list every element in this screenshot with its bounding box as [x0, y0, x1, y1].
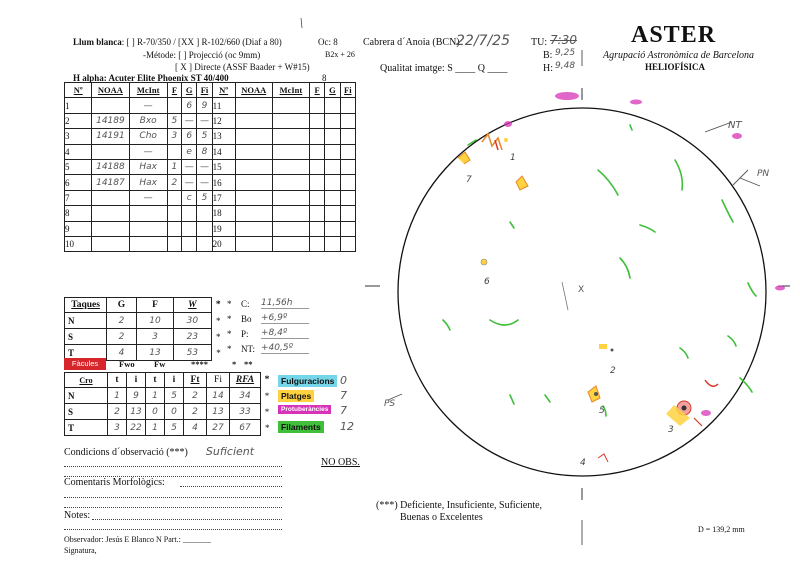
h-value: 9,48	[555, 61, 576, 71]
cro-cell: 5	[165, 388, 184, 404]
group-cell-fi: —	[197, 113, 212, 128]
group-cell-mc: Cho	[129, 129, 167, 144]
cro-cell: 1	[108, 388, 127, 404]
side-label: Bo	[241, 314, 252, 324]
pn-label: PN	[757, 169, 770, 179]
side-value: +6,9º	[261, 313, 309, 324]
observador-line: Observador: Jesús E Blanco N Part.: _______	[64, 535, 211, 544]
taques-table: Taques G F W * N 2 10 30 * S 2 3 23 * T 4 13 53 *	[64, 297, 226, 361]
taques-cell-k: T	[65, 345, 107, 361]
group-cell-g: —	[182, 113, 197, 128]
side-star: *	[227, 314, 232, 324]
group-label-1: 1	[510, 153, 516, 163]
date-handwritten: 22/7/25	[456, 33, 510, 49]
no-obs: NO OBS.	[321, 457, 360, 468]
cro-cell: 13	[207, 404, 230, 420]
legend-label: Fulguracions	[278, 375, 337, 387]
llum-options: : [ ] R-70/350 / [XX ] R-102/660 (Diaf a 80)	[121, 37, 282, 47]
group-cell-n2: 15	[212, 159, 235, 174]
cro-cell: 1	[146, 420, 165, 436]
cro-star: *	[265, 422, 270, 433]
b-label: B:	[543, 50, 553, 61]
cro-cell: 33	[230, 404, 261, 420]
taques-cell-w: 23	[174, 329, 211, 345]
filament-8	[748, 283, 756, 296]
ps-label: PS	[384, 399, 396, 409]
group-cell-n: 3	[65, 129, 92, 144]
group-cell-g: 6	[182, 129, 197, 144]
col-f: F	[167, 83, 181, 98]
group-cell-fi: 5	[197, 190, 212, 205]
col-f2: F	[310, 83, 325, 98]
legend-value: 7	[340, 389, 347, 403]
cro-cell-key: T	[65, 420, 108, 436]
group-cell-n: 10	[65, 236, 92, 251]
col-fi2: Fi	[340, 83, 355, 98]
group-cell-f: 3	[167, 129, 181, 144]
tu-value: 7:30	[550, 33, 577, 47]
condicions-value: Suficient	[205, 445, 255, 458]
cro-cell-key: S	[65, 404, 108, 420]
group-cell-n2: 17	[212, 190, 235, 205]
cro-cell: 9	[127, 388, 146, 404]
col-fi: Fi	[197, 83, 212, 98]
oc2-value: 8	[322, 73, 327, 83]
group-cell-noaa: 14188	[92, 159, 129, 174]
active-regions	[458, 134, 718, 462]
group-cell-n: 5	[65, 159, 92, 174]
halpha-line: H alpha: Acuter Elite Phoenix ST 40/400	[73, 73, 229, 83]
group-cell-f: 2	[167, 175, 181, 190]
filament-15	[740, 378, 752, 392]
condicions-line: Condicions d´observació (***) Suficient	[64, 445, 255, 458]
group-cell-n2: 19	[212, 221, 235, 236]
fwo-label: Fwo	[119, 359, 135, 369]
group-cell-n: 2	[65, 113, 92, 128]
legend-value: 0	[340, 374, 347, 387]
diameter-label: D = 139,2 mm	[698, 525, 745, 534]
cro-cell: 1	[146, 388, 165, 404]
region-7	[666, 380, 718, 426]
region-6	[588, 386, 600, 402]
taques-star: *	[216, 315, 221, 326]
h-label: H:	[543, 63, 553, 74]
protuberances	[504, 92, 785, 416]
group-cell-fi: 9	[197, 98, 212, 113]
group-cell-g: —	[182, 159, 197, 174]
group-cell-n2: 11	[212, 98, 235, 113]
group-cell-noaa: 14187	[92, 175, 129, 190]
heliofisica: HELIOFÍSICA	[645, 62, 706, 72]
prot-5	[701, 410, 711, 416]
group-label-3: 3	[668, 425, 674, 435]
group-cell-n2: 16	[212, 175, 235, 190]
group-cell-g: —	[182, 175, 197, 190]
location: Cabrera d´Anoia (BCN):	[363, 37, 463, 48]
col-g: G	[182, 83, 197, 98]
cro-cell: 27	[207, 420, 230, 436]
tick-paper	[301, 18, 302, 28]
group-cell-n2: 20	[212, 236, 235, 251]
cro-cell: 2	[108, 404, 127, 420]
prot-1	[555, 92, 579, 100]
group-label-4: 4	[580, 458, 586, 468]
center-mark: X	[578, 285, 585, 295]
cro-cell: 0	[146, 404, 165, 420]
side-star: *	[227, 344, 232, 354]
cro-cell: 34	[230, 388, 261, 404]
group-cell-fi: 8	[197, 144, 212, 159]
cro-cell: 2	[184, 388, 207, 404]
prot-2	[630, 100, 642, 105]
col-noaa2: NOAA	[235, 83, 272, 98]
taques-star: *	[216, 347, 221, 358]
directe-line: [ X ] Directe (ASSF Baader + W#15)	[175, 62, 310, 72]
prot-4	[775, 286, 785, 291]
signatura-line: Signatura,	[64, 546, 97, 555]
region-1	[482, 134, 508, 150]
filament-13	[680, 348, 688, 358]
group-cell-n: 7	[65, 190, 92, 205]
cro-cell: 14	[207, 388, 230, 404]
col-n2: Nº	[212, 83, 235, 98]
side-label: C:	[241, 299, 250, 309]
filament-14	[728, 336, 736, 346]
col-mcint: McInt	[129, 83, 167, 98]
side-label: P:	[241, 329, 249, 339]
group-labels	[466, 153, 674, 468]
side-value: +8,4º	[261, 328, 309, 339]
group-cell-mc: —	[129, 144, 167, 159]
group-cell-n: 6	[65, 175, 92, 190]
facules-star1: *	[232, 359, 237, 369]
region-4	[481, 259, 487, 265]
taques-cell-f: 10	[136, 313, 173, 329]
cro-cell: 4	[184, 420, 207, 436]
pn-line	[733, 170, 760, 186]
group-cell-f: 1	[167, 159, 181, 174]
group-cell-n: 8	[65, 206, 92, 221]
group-cell-noaa: 14189	[92, 113, 129, 128]
notes-line: Notes:	[64, 510, 91, 521]
facules-label: Fàcules	[64, 358, 106, 370]
cro-cell: 22	[127, 420, 146, 436]
col-noaa: NOAA	[92, 83, 129, 98]
cro-cell: 5	[165, 420, 184, 436]
metode-line: -Métode: [ ] Projecció (oc 9mm)	[143, 50, 261, 60]
cro-star: *	[264, 406, 270, 417]
tu-label: TU:	[531, 37, 548, 48]
prot-6	[504, 121, 512, 127]
filament-12	[545, 395, 550, 402]
group-cell-g: 6	[182, 98, 197, 113]
filament-10	[490, 320, 518, 325]
taques-cell-w: 30	[174, 313, 211, 329]
legend-value: 12	[340, 419, 354, 433]
group-cell-mc: —	[129, 190, 167, 205]
filament-11	[510, 395, 514, 404]
legend-label: Protuberàncies	[278, 405, 331, 414]
filaments	[443, 125, 756, 416]
col-n: Nº	[65, 83, 92, 98]
legend-value: 7	[340, 404, 347, 418]
group-cell-n: 4	[65, 144, 92, 159]
group-cell-mc: Hax	[129, 159, 167, 174]
filament-1	[630, 125, 632, 130]
oc-label: Oc: 8	[318, 37, 338, 47]
group-cell-mc: —	[129, 98, 167, 113]
region-5	[599, 344, 614, 352]
taques-star: *	[216, 331, 221, 342]
taques-head: Taques	[65, 298, 107, 313]
group-label-5: 5	[599, 406, 605, 416]
group-cell-g: c	[182, 190, 197, 205]
col-mcint2: McInt	[272, 83, 309, 98]
group-cell-n: 9	[65, 221, 92, 236]
quality-scale: (***) Deficiente, Insuficiente, Suficiente,	[376, 500, 543, 511]
aster-title: ASTER	[631, 22, 717, 48]
b2x-value: B2x + 26	[325, 50, 355, 59]
group-cell-n2: 12	[212, 113, 235, 128]
cro-cell-key: N	[65, 388, 108, 404]
side-star: *	[227, 329, 232, 339]
group-label-2: 2	[610, 366, 616, 376]
group-label-6: 6	[484, 277, 490, 287]
taques-cell-g: 4	[107, 345, 137, 361]
side-value: 11,56h	[261, 298, 309, 309]
group-cell-noaa: 14191	[92, 129, 129, 144]
region-8	[598, 454, 608, 462]
filament-5	[640, 225, 655, 232]
filament-3	[675, 160, 682, 190]
side-label: NT:	[241, 344, 256, 354]
group-label-7: 7	[466, 175, 472, 185]
filament-6	[510, 222, 514, 228]
cro-table: Cro t i t i Ft Fi RFA * N 1 9 1 5 2 14 34 * S 2 13 0 0 2 13 33 * T 3 22 1 5 4 27 67 *	[64, 372, 274, 436]
llum-label: Llum blanca	[73, 37, 122, 47]
cro-cell: 3	[108, 420, 127, 436]
group-cell-mc: Bxo	[129, 113, 167, 128]
legend-label: Filaments	[278, 421, 324, 433]
facules-star2: **	[244, 359, 253, 369]
group-cell-g: e	[182, 144, 197, 159]
fw-label: Fw	[154, 359, 166, 369]
comentaris-line: Comentaris Morfològics:	[64, 477, 165, 488]
group-cell-n2: 13	[212, 129, 235, 144]
group-cell-f: 5	[167, 113, 181, 128]
cro-cell: 13	[127, 404, 146, 420]
center-stroke	[562, 282, 568, 310]
prot-3	[732, 133, 742, 139]
facules-stars: ****	[191, 359, 208, 369]
b-value: 9,25	[555, 48, 576, 58]
cro-cell: 67	[230, 420, 261, 436]
cro-cell: 2	[184, 404, 207, 420]
side-star: *	[227, 299, 232, 309]
filament-4	[722, 200, 733, 222]
agrupacio-subtitle: Agrupació Astronòmica de Barcelona	[603, 50, 754, 61]
taques-cell-g: 2	[107, 313, 137, 329]
side-value: +40,5º	[261, 343, 309, 354]
group-cell-fi: —	[197, 159, 212, 174]
taques-cell-f: 3	[136, 329, 173, 345]
group-cell-fi: 5	[197, 129, 212, 144]
taques-cell-f: 13	[136, 345, 173, 361]
col-g2: G	[325, 83, 340, 98]
group-cell-fi: —	[197, 175, 212, 190]
taques-cell-g: 2	[107, 329, 137, 345]
taques-cell-k: S	[65, 329, 107, 345]
cro-star: *	[264, 390, 270, 401]
taques-cell-w: 53	[174, 345, 211, 361]
qualitat-imatge: Qualitat imatge: S ____ Q ____	[380, 63, 508, 74]
taques-cell-k: N	[65, 313, 107, 329]
group-cell-n: 1	[65, 98, 92, 113]
filament-2	[598, 170, 618, 195]
region-3	[516, 176, 528, 190]
nt-label: NT	[728, 120, 742, 131]
group-cell-n2: 18	[212, 206, 235, 221]
quality-scale-2: Buenas o Excelentes	[400, 512, 483, 523]
filament-7	[620, 258, 630, 278]
legend-label: Platges	[278, 390, 314, 402]
filament-9	[443, 320, 450, 330]
group-cell-mc: Hax	[129, 175, 167, 190]
cro-cell: 0	[165, 404, 184, 420]
group-cell-n2: 14	[212, 144, 235, 159]
